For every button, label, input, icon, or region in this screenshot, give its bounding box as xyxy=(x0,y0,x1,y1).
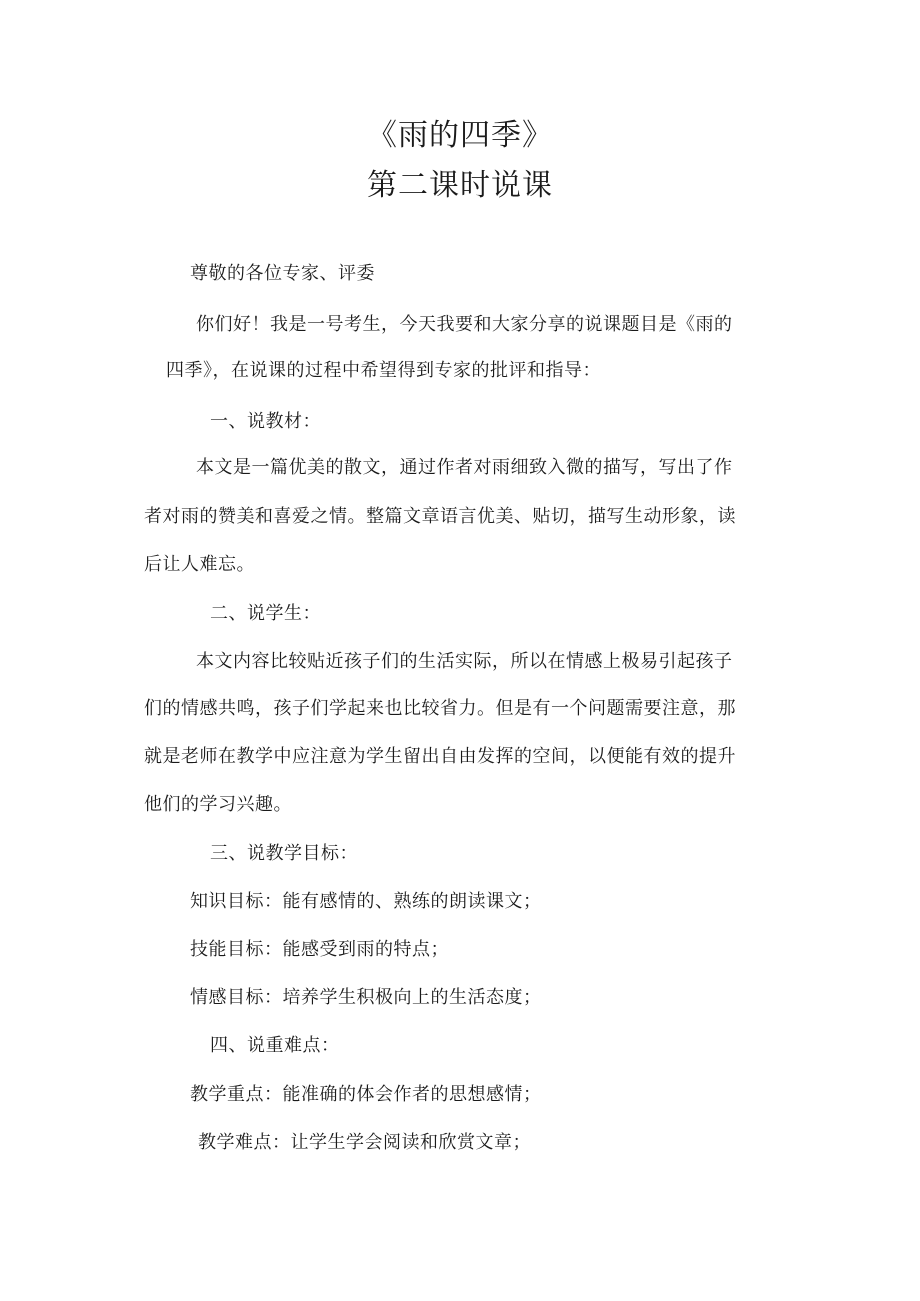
difficult-point: 教学难点：让学生学会阅读和欣赏文章； xyxy=(198,1132,531,1153)
key-point: 教学重点：能准确的体会作者的思想感情； xyxy=(190,1084,542,1105)
section-heading-2: 二、说学生： xyxy=(210,603,321,624)
goal-emotion: 情感目标：培养学生积极向上的生活态度； xyxy=(190,987,542,1008)
goal-knowledge: 知识目标：能有感情的、熟练的朗读课文； xyxy=(190,891,542,912)
section2-line-2: 们的情感共鸣，孩子们学起来也比较省力。但是有一个问题需要注意，那 xyxy=(144,698,736,719)
section2-line-1: 本文内容比较贴近孩子们的生活实际，所以在情感上极易引起孩子 xyxy=(196,651,733,672)
section2-line-3: 就是老师在教学中应注意为学生留出自由发挥的空间，以便能有效的提升 xyxy=(144,746,736,767)
section1-line-3: 后让人难忘。 xyxy=(144,554,255,575)
section1-line-1: 本文是一篇优美的散文，通过作者对雨细致入微的描写，写出了作 xyxy=(196,457,733,478)
section1-line-2: 者对雨的赞美和喜爱之情。整篇文章语言优美、贴切，描写生动形象，读 xyxy=(144,506,736,527)
goal-skill: 技能目标：能感受到雨的特点； xyxy=(190,939,449,960)
intro-line-2: 四季》，在说课的过程中希望得到专家的批评和指导： xyxy=(166,360,601,381)
intro-line-1: 你们好！我是一号考生，今天我要和大家分享的说课题目是《雨的 xyxy=(196,314,733,335)
section-heading-4: 四、说重难点： xyxy=(210,1035,340,1056)
section-heading-1: 一、说教材： xyxy=(210,411,321,432)
section-heading-3: 三、说教学目标： xyxy=(210,843,358,864)
section2-line-4: 他们的学习兴趣。 xyxy=(144,794,292,815)
title-line-1: 《雨的四季》 xyxy=(367,118,553,153)
greeting: 尊敬的各位专家、评委 xyxy=(190,263,375,284)
title-line-2: 第二课时说课 xyxy=(367,168,553,203)
